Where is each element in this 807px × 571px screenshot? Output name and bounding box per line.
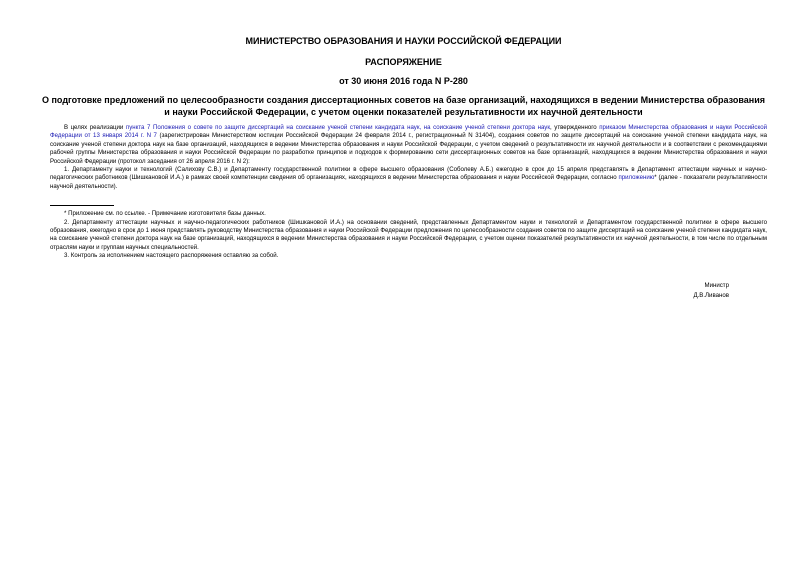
document-body	[50, 124, 767, 261]
signature-block	[693, 281, 729, 301]
regulation-point-7-link[interactable]: пункта 7 Положения о совете по защите диссертаций на соискание ученой степени кандидата наук, на соискание ученой степени доктора наук	[125, 124, 551, 131]
item-2-paragraph: 2. Департаменту аттестации научных и научно-педагогических работников (Шишкановой И.А.) на основании сведений, представленных Департаментом науки и технологий и Департаментом государственной политики в сфере высшего образования, ежегодно в срок до 1 июня представлять руководству Министерства образования и науки Российской Федерации предложения по целесообразности создания советов по защите диссертаций на соискание ученой степени кандидата наук, на соискание ученой степени доктора наук на базе организаций, находящихся в ведении Министерства образования и науки Российской Федерации, с учетом оценки показателей результативности их научной деятельности, в том числе по отдельным отраслям науки и группам научных специальностей.	[50, 218, 767, 251]
signature-name: Д.В.Ливанов	[693, 292, 729, 299]
ministry-heading: МИНИСТЕРСТВО ОБРАЗОВАНИЯ И НАУКИ РОССИЙСКОЙ ФЕДЕРАЦИИ	[245, 36, 562, 46]
appendix-link[interactable]: приложению	[618, 174, 655, 182]
intro-paragraph	[50, 124, 767, 166]
item-3-paragraph: 3. Контроль за исполнением настоящего распоряжения оставляю за собой.	[64, 252, 279, 260]
footnote-divider	[50, 205, 114, 206]
document-date: от 30 июня 2016 года N Р-280	[339, 76, 468, 86]
intro-text-2: , утвержденного	[550, 124, 600, 131]
intro-text-1: В целях реализации	[64, 124, 126, 131]
item-1-text-2: * (далее - показатели результативности научной деятельности).	[50, 174, 767, 190]
item-1-paragraph	[50, 166, 767, 191]
signature-position: Министр	[704, 282, 729, 289]
document-title: О подготовке предложений по целесообразности создания диссертационных советов на базе организаций, находящихся в ведении Министерства образования и науки Российской Федерации, с учетом оценки показателей результативности их научной деятельности	[42, 95, 765, 117]
document-type: РАСПОРЯЖЕНИЕ	[365, 57, 442, 67]
footnote: * Приложение см. по ссылке. - Примечание изготовителя базы данных.	[64, 210, 266, 218]
intro-text-3: (зарегистрирован Министерством юстиции Российской Федерации 24 февраля 2014 г., регистрационный N 31404), создания советов по защите диссертаций на соискание ученой степени кандидата наук, на соискание ученой степени доктора наук на базе организаций, находящихся в ведении Министерства образования и науки Российской Федерации, с учетом сведений о результативности их научной деятельности и в соответствии с рекомендациями рабочей группы Министерства образования и науки Российской Федерации по разработке принципов и подходов к формированию сети диссертационных советов на базе организаций, находящихся в ведении Министерства образования и науки Российской Федерации (протокол заседания от 26 апреля 2016 г. N 2):	[50, 132, 767, 165]
item-1-text-1: 1. Департаменту науки и технологий (Салихову С.В.) и Департаменту государственной политики в сфере высшего образования (Соболеву А.Б.) ежегодно в срок до 15 апреля представлять в Департамент аттестации научных и научно-педагогических работников (Шишкановой И.А.) в рамках своей компетенции сведения об организациях, находящихся в ведении Министерства образования и науки Российской Федерации, согласно	[50, 166, 767, 182]
order-no-7-link[interactable]: приказом Министерства образования и науки Российской Федерации от 13 января 2014 г. N 7	[50, 124, 768, 140]
